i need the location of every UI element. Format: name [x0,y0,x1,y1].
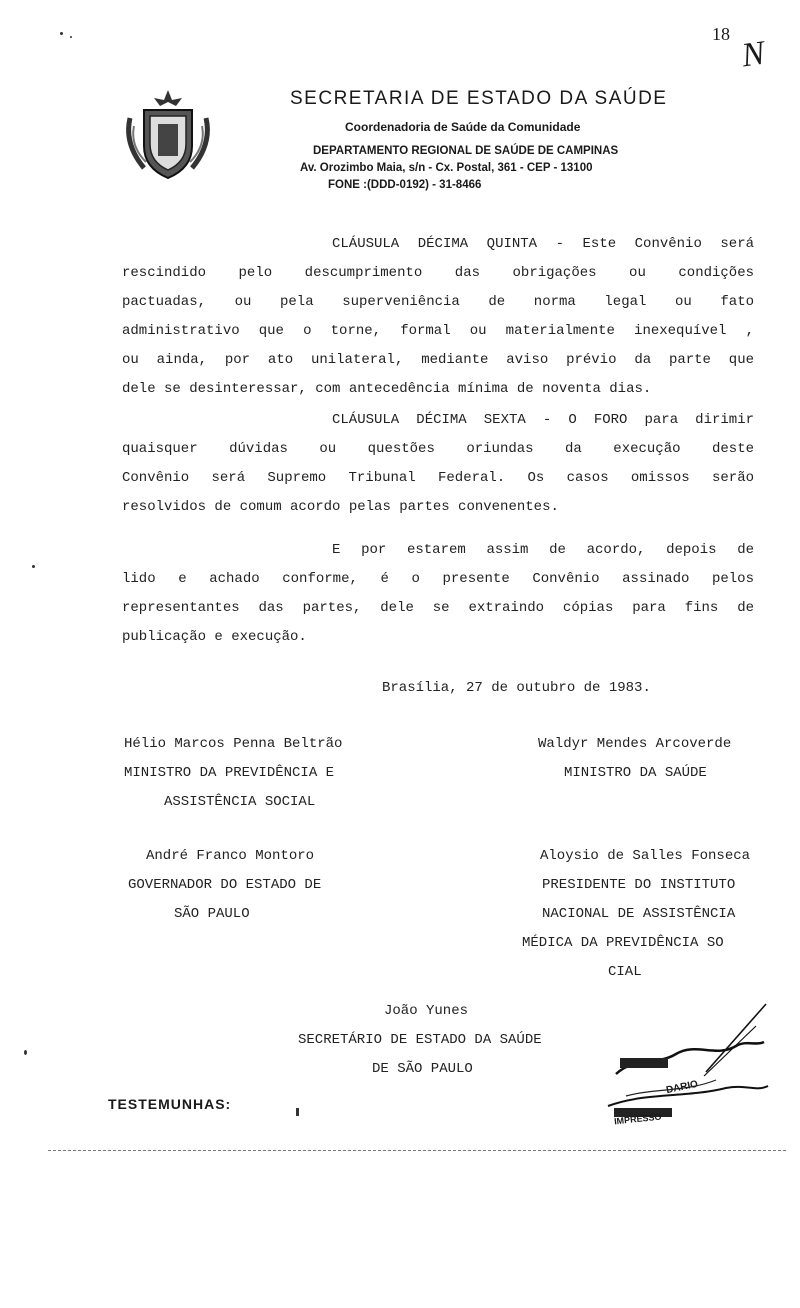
stray-mark [70,36,72,38]
signatory-title: MÉDICA DA PREVIDÊNCIA SO [522,935,724,951]
signatory-name: Waldyr Mendes Arcoverde [538,736,732,752]
signatory-title: NACIONAL DE ASSISTÊNCIA [542,906,736,922]
signatory-title: SÃO PAULO [174,906,250,922]
witnesses-label: TESTEMUNHAS: [108,1096,232,1112]
stray-mark [296,1108,299,1116]
clause-sixteen-line: CLÁUSULA DÉCIMA SEXTA - O FORO para dirimir [332,412,754,428]
signatory-title: DE SÃO PAULO [372,1061,473,1077]
clause-fifteen-line: CLÁUSULA DÉCIMA QUINTA - Este Convênio será [332,236,754,252]
handwritten-initials: N [739,34,768,75]
bottom-rule [48,1150,786,1151]
stray-mark [32,565,35,568]
signatory-name: Hélio Marcos Penna Beltrão [124,736,343,752]
signatory-title: MINISTRO DA SAÚDE [564,765,707,781]
signatory-fonseca [522,842,750,987]
stray-mark [24,1050,27,1055]
closing-line: E por estarem assim de acordo, depois de [332,542,754,558]
handwritten-signature [596,996,786,1133]
letterhead-line-3: Av. Orozimbo Maia, s/n - Cx. Postal, 361 - CEP - 13100 [300,162,593,174]
letterhead-line-2: DEPARTAMENTO REGIONAL DE SAÚDE DE CAMPINAS [313,145,619,157]
signatory-beltrao [124,730,342,817]
place-date: Brasília, 27 de outubro de 1983. [382,680,651,696]
stamp-line-2: IMPRESSO [613,1111,662,1127]
clause-fifteen [122,230,754,404]
clause-fifteen-line: ou ainda, por ato unilateral, mediante aviso prévio da parte que [122,352,754,368]
letterhead-line-4: FONE :(DDD-0192) - 31-8466 [328,179,482,191]
closing-line: publicação e execução. [122,629,307,645]
closing-line: representantes das partes, dele se extraindo cópias para fins de [122,600,754,616]
clause-fifteen-line: pactuadas, ou pela superveniência de norma legal ou fato [122,294,754,310]
closing-paragraph [122,536,754,652]
closing-line: lido e achado conforme, é o presente Convênio assinado pelos [122,571,754,587]
clause-sixteen [122,406,754,522]
signatory-name: João Yunes [384,1003,469,1019]
clause-sixteen-line: resolvidos de comum acordo pelas partes convenentes. [122,499,559,515]
signatory-arcoverde [538,730,731,788]
coat-of-arms-icon [122,88,214,189]
signatory-name: Aloysio de Salles Fonseca [540,848,751,864]
signatory-name: André Franco Montoro [146,848,315,864]
signatory-title: GOVERNADOR DO ESTADO DE [128,877,322,893]
letterhead-title: SECRETARIA DE ESTADO DA SAÚDE [290,88,668,109]
page-number: 18 [712,24,730,44]
signatory-title: PRESIDENTE DO INSTITUTO [542,877,736,893]
signatory-title: ASSISTÊNCIA SOCIAL [164,794,316,810]
signatory-title: MINISTRO DA PREVIDÊNCIA E [124,765,335,781]
stamp-line-1: DARIO [665,1078,700,1097]
signatory-montoro [128,842,321,929]
letterhead-line-1: Coordenadoria de Saúde da Comunidade [345,120,581,134]
clause-sixteen-line: Convênio será Supremo Tribunal Federal. Os casos omissos serão [122,470,754,486]
stray-mark [60,32,63,35]
clause-sixteen-line: quaisquer dúvidas ou questões oriundas da execução deste [122,441,754,457]
signatory-title: CIAL [608,964,642,980]
clause-fifteen-line: rescindido pelo descumprimento das obrigações ou condições [122,265,754,281]
signatory-yunes [298,997,542,1084]
clause-fifteen-line: dele se desinteressar, com antecedência mínima de noventa dias. [122,381,652,397]
clause-fifteen-line: administrativo que o torne, formal ou materialmente inexequível , [122,323,754,339]
signatory-title: SECRETÁRIO DE ESTADO DA SAÚDE [298,1032,542,1048]
